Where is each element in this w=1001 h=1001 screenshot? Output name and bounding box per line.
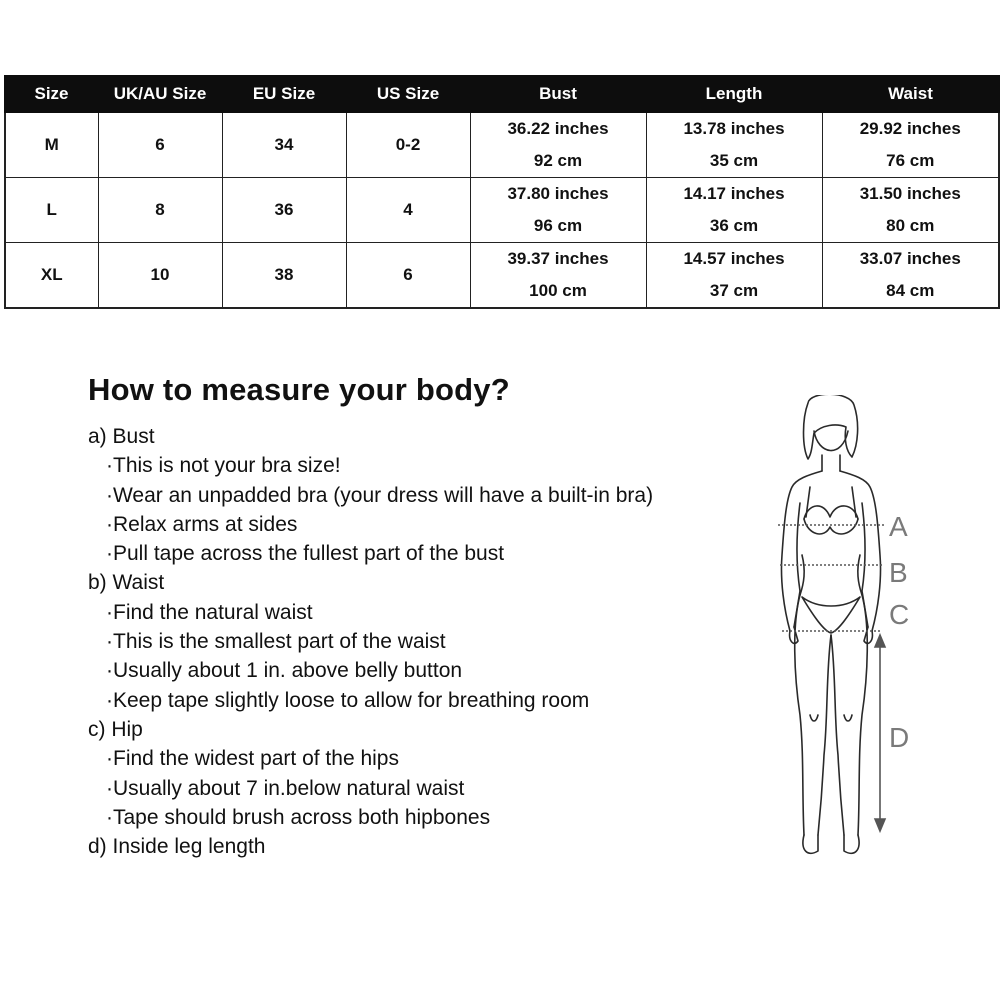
guide-tip: ·Find the natural waist xyxy=(106,600,313,624)
section-heading-waist: b) Waist xyxy=(88,571,165,595)
header-size: Size xyxy=(5,76,98,112)
size-cell: M xyxy=(5,112,98,178)
guide-tip: ·Tape should brush across both hipbones xyxy=(106,805,491,829)
waist-cell xyxy=(822,243,999,309)
length-inches: 14.17 inches xyxy=(683,184,785,203)
header-bust: Bust xyxy=(470,76,646,112)
figure-label-d: D xyxy=(889,722,910,753)
figure-label-c: C xyxy=(889,599,910,630)
figure-label-b: B xyxy=(889,557,908,588)
size-cell: L xyxy=(5,178,98,243)
guide-tip: ·Pull tape across the fullest part of the bust xyxy=(106,542,505,566)
header-us-size: US Size xyxy=(346,76,470,112)
guide-list xyxy=(88,422,788,861)
guide-tip: ·Wear an unpadded bra (your dress will have a built-in bra) xyxy=(106,483,654,507)
guide-tip: ·This is not your bra size! xyxy=(106,454,341,478)
length-inches: 14.57 inches xyxy=(683,249,785,268)
header-waist: Waist xyxy=(822,76,999,112)
measure-guide xyxy=(88,372,788,861)
guide-tip: ·Relax arms at sides xyxy=(106,512,298,536)
length-cm: 37 cm xyxy=(709,281,759,300)
bust-cm: 92 cm xyxy=(533,151,583,170)
waist-cell xyxy=(822,112,999,178)
table-row xyxy=(5,178,999,243)
uk-au-cell: 8 xyxy=(98,178,222,243)
waist-cm: 84 cm xyxy=(886,281,935,300)
section-heading-hip: c) Hip xyxy=(88,717,143,741)
bust-cm: 96 cm xyxy=(533,216,583,235)
size-chart-table xyxy=(4,75,1000,309)
figure-label-a: A xyxy=(889,511,908,542)
bust-cell xyxy=(470,178,646,243)
length-cell xyxy=(646,243,822,309)
bust-cell xyxy=(470,112,646,178)
guide-tip: ·Usually about 1 in. above belly button xyxy=(106,659,463,683)
uk-au-cell: 10 xyxy=(98,243,222,309)
eu-cell: 34 xyxy=(222,112,346,178)
eu-cell: 36 xyxy=(222,178,346,243)
bust-cell xyxy=(470,243,646,309)
waist-cell xyxy=(822,178,999,243)
table-header-row xyxy=(5,76,999,112)
header-length: Length xyxy=(646,76,822,112)
waist-cm: 76 cm xyxy=(886,151,935,170)
guide-tip: ·This is the smallest part of the waist xyxy=(106,630,446,654)
guide-tip: ·Find the widest part of the hips xyxy=(106,747,399,771)
length-cm: 36 cm xyxy=(709,216,759,235)
waist-cm: 80 cm xyxy=(886,216,935,235)
section-heading-bust: a) Bust xyxy=(88,425,155,448)
waist-inches: 33.07 inches xyxy=(859,249,961,268)
length-cell xyxy=(646,112,822,178)
us-cell: 0-2 xyxy=(346,112,470,178)
length-inches: 13.78 inches xyxy=(683,119,785,138)
waist-inches: 31.50 inches xyxy=(859,184,961,203)
bust-inches: 36.22 inches xyxy=(507,119,609,138)
us-cell: 6 xyxy=(346,243,470,309)
guide-tip: ·Usually about 7 in.below natural waist xyxy=(106,776,465,800)
table-row xyxy=(5,112,999,178)
us-cell: 4 xyxy=(346,178,470,243)
section-heading-inside-leg: d) Inside leg length xyxy=(88,835,266,859)
bust-cm: 100 cm xyxy=(529,281,587,300)
uk-au-cell: 6 xyxy=(98,112,222,178)
header-eu-size: EU Size xyxy=(222,76,346,112)
size-cell: XL xyxy=(5,243,98,309)
body-figure-illustration xyxy=(762,395,922,875)
eu-cell: 38 xyxy=(222,243,346,309)
table-row xyxy=(5,243,999,309)
length-cm: 35 cm xyxy=(709,151,759,170)
length-cell xyxy=(646,178,822,243)
header-uk-au-size: UK/AU Size xyxy=(98,76,222,112)
bust-inches: 37.80 inches xyxy=(507,184,609,203)
guide-title: How to measure your body? xyxy=(88,372,510,407)
waist-inches: 29.92 inches xyxy=(859,119,961,138)
guide-tip: ·Keep tape slightly loose to allow for breathing room xyxy=(106,688,590,712)
bust-inches: 39.37 inches xyxy=(507,249,609,268)
